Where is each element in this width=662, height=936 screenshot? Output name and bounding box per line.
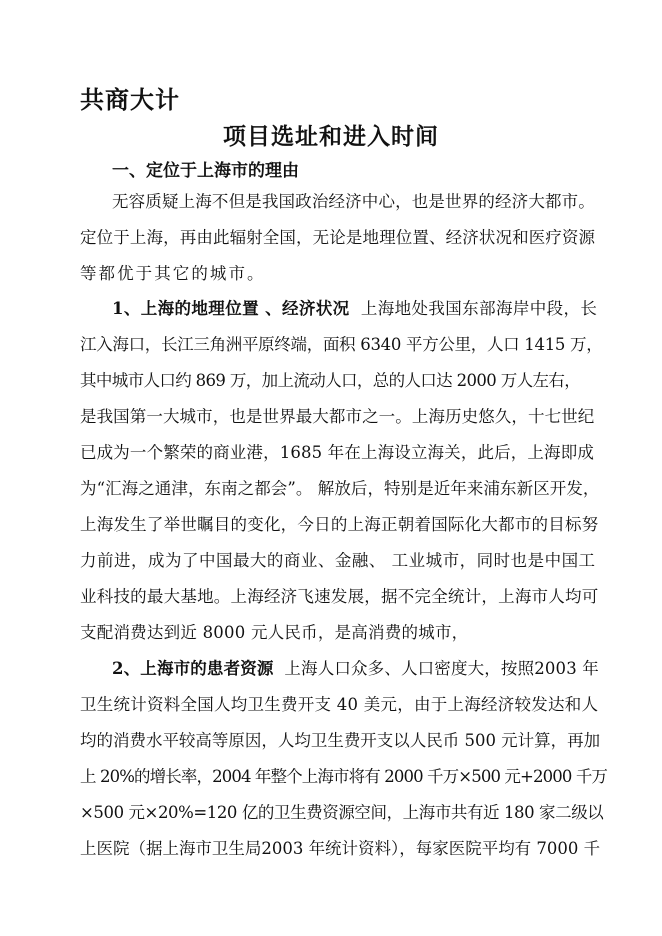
document-title: 共商大计 xyxy=(80,85,180,114)
paragraph-line: ×500 元×20%=120 亿的卫生费资源空间，上海市共有近 180 家二级以 xyxy=(80,803,604,822)
paragraph-line: 上 20%的增长率，2004 年整个上海市将有 2000 千万×500 元+2000 千万 xyxy=(80,767,608,786)
subsection-lead: 2、上海市的患者资源 xyxy=(112,659,274,678)
paragraph-line: 江入海口，长江三角洲平原终端，面积 6340 平方公里，人口 1415 万， xyxy=(80,335,603,354)
paragraph-line: 上医院（据上海市卫生局2003 年统计资料），每家医院平均有 7000 千 xyxy=(80,839,601,858)
paragraph-line: 1、上海的地理位置 、经济状况 上海地处我国东部海岸中段，长 xyxy=(112,299,598,318)
subsection-lead: 1、上海的地理位置 、经济状况 xyxy=(112,299,350,318)
paragraph-line: 卫生统计资料全国人均卫生费开支 40 美元，由于上海经济较发达和人 xyxy=(80,695,599,714)
section-title: 项目选址和进入时间 xyxy=(223,123,439,150)
paragraph-line: 支配消费达到近 8000 元人民币，是高消费的城市， xyxy=(80,623,469,642)
paragraph-line: 等都优于其它的城市。 xyxy=(80,264,266,283)
paragraph-line: 其中城市人口约 869 万，加上流动人口，总的人口达 2000 万人左右， xyxy=(80,371,581,390)
paragraph-line: 力前进，成为了中国最大的商业、金融、 工业城市，同时也是中国工 xyxy=(80,551,596,570)
paragraph-line: 已成为一个繁荣的商业港，1685 年在上海设立海关，此后，上海即成 xyxy=(80,443,594,462)
paragraph-line: 为“汇海之通津，东南之都会”。 解放后，特别是近年来浦东新区开发， xyxy=(80,479,600,498)
paragraph-line: 均的消费水平较高等原因，人均卫生费开支以人民币 500 元计算，再加 xyxy=(80,731,601,750)
paragraph-line: 定位于上海，再由此辐射全国，无论是地理位置、经济状况和医疗资源 xyxy=(80,228,596,247)
section-heading: 一、定位于上海市的理由 xyxy=(112,161,299,181)
paragraph-line: 业科技的最大基地。上海经济飞速发展，据不完全统计，上海市人均可 xyxy=(80,587,599,606)
paragraph-line: 上海发生了举世瞩目的变化，今日的上海正朝着国际化大都市的目标努 xyxy=(80,515,599,534)
paragraph-line: 无容质疑上海不但是我国政治经济中心，也是世界的经济大都市。 xyxy=(112,192,595,211)
paragraph-line: 是我国第一大城市，也是世界最大都市之一。上海历史悠久，十七世纪 xyxy=(80,407,595,426)
paragraph-line: 2、上海市的患者资源 上海人口众多、人口密度大，按照2003 年 xyxy=(112,659,599,678)
